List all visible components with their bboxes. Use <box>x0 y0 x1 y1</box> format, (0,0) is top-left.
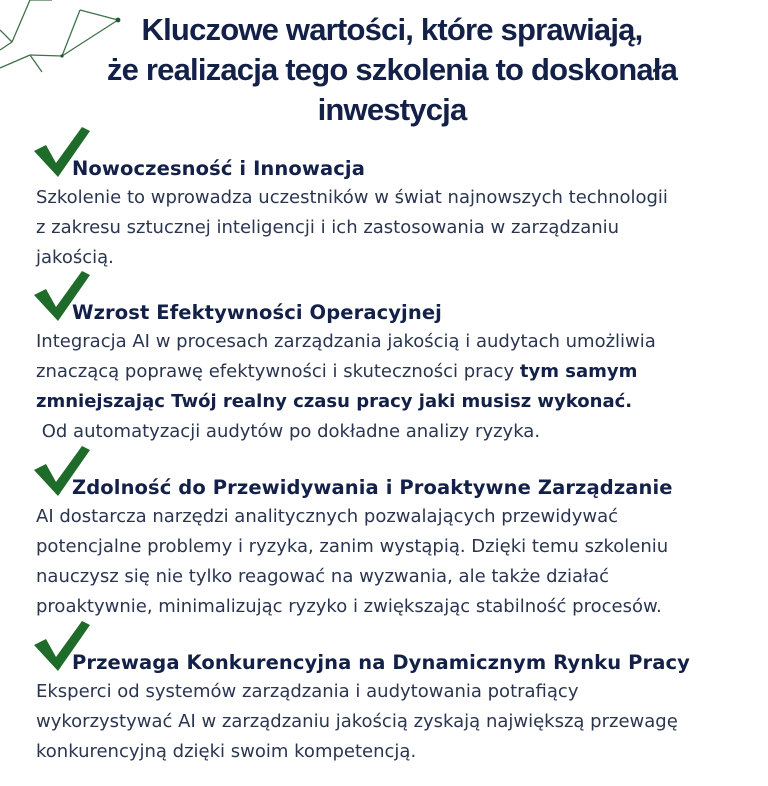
description-emphasis: tym samym <box>519 361 638 382</box>
item-description <box>36 677 746 767</box>
description-line: potencjalne problemy i ryzyka, zanim wystąpią. Dzięki temu szkoleniu <box>36 536 669 557</box>
item-heading: Przewaga Konkurencyjna na Dynamicznym Rynku Pracy <box>72 651 690 674</box>
value-item-innovation <box>36 155 746 273</box>
page-title <box>60 10 724 130</box>
item-heading: Nowoczesność i Innowacja <box>72 157 365 180</box>
value-item-efficiency <box>36 299 746 447</box>
item-heading: Zdolność do Przewidywania i Proaktywne Zarządzanie <box>72 476 673 499</box>
title-line-3: inwestycja <box>317 92 467 127</box>
description-text: znaczącą poprawę efektywności i skuteczności pracy <box>36 361 520 382</box>
title-line-2: że realizacja tego szkolenia to doskonała <box>106 52 678 87</box>
description-line: z zakresu sztucznej inteligencji i ich zastosowania w zarządzaniu <box>36 217 620 238</box>
item-heading: Wzrost Efektywności Operacyjnej <box>72 301 442 324</box>
value-item-competitive <box>36 649 746 767</box>
description-line <box>36 387 746 417</box>
description-line: proaktywnie, minimalizując ryzyko i zwiększając stabilność procesów. <box>36 596 662 617</box>
title-line-1: Kluczowe wartości, które sprawiają, <box>141 12 643 47</box>
item-description <box>36 502 746 622</box>
description-line: nauczysz się nie tylko reagować na wyzwania, ale także działać <box>36 566 610 587</box>
item-description <box>36 327 746 447</box>
description-line: wykorzystywać AI w zarządzaniu jakością zyskają największą przewagę <box>36 711 678 732</box>
description-line: jakością. <box>36 247 114 268</box>
value-item-proactive <box>36 474 746 622</box>
description-line <box>36 357 746 387</box>
description-line: konkurencyjną dzięki swoim kompetencją. <box>36 741 417 762</box>
description-line: Integracja AI w procesach zarządzania jakością i audytach umożliwia <box>36 331 656 352</box>
description-line: Eksperci od systemów zarządzania i audytowania potrafiący <box>36 681 579 702</box>
description-emphasis: zmniejszając Twój realny czasu pracy jaki musisz wykonać. <box>36 391 633 412</box>
description-line: AI dostarcza narzędzi analitycznych pozwalających przewidywać <box>36 506 618 527</box>
description-line: Od automatyzacji audytów po dokładne analizy ryzyka. <box>36 421 541 442</box>
item-description <box>36 183 746 273</box>
description-line: Szkolenie to wprowadza uczestników w świat najnowszych technologii <box>36 187 668 208</box>
